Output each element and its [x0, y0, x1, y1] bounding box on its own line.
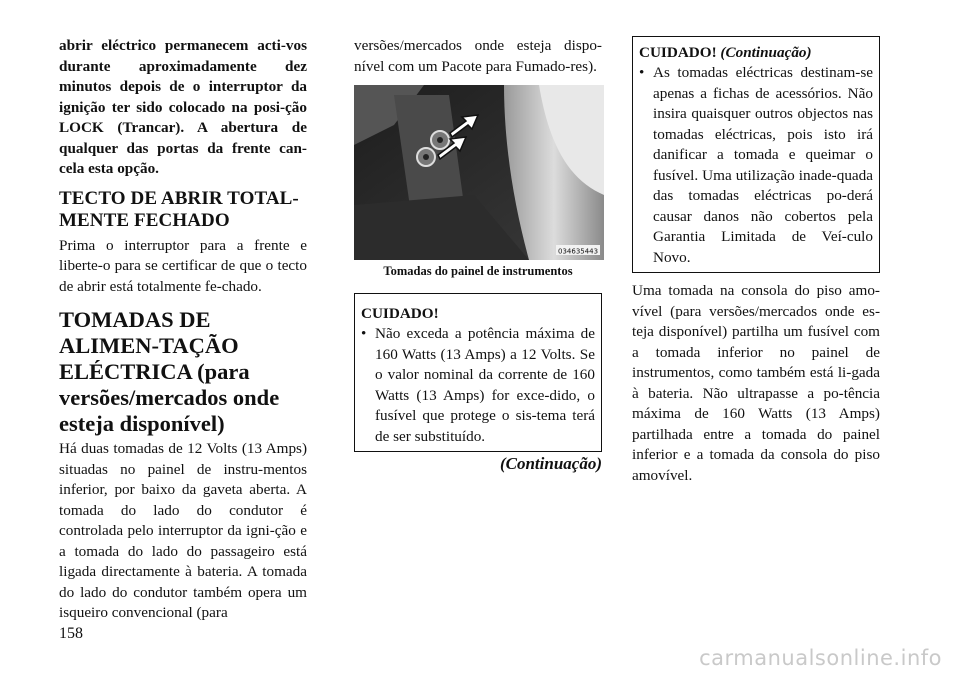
caution-box-continued	[632, 36, 880, 273]
caution-title: CUIDADO!	[361, 305, 439, 322]
page-number: 158	[59, 625, 83, 642]
caution-box	[354, 293, 602, 452]
smoker-package-paragraph: versões/mercados onde esteja dispo-nível com um Pacote para Fumado-res).	[354, 37, 602, 75]
bullet-icon: •	[639, 64, 645, 81]
instrument-panel-outlets-photo	[354, 85, 604, 260]
console-outlet-paragraph: Uma tomada na consola do piso amo-vível (para versões/mercados onde es-teja disponível) partilha um fusível com a tomada inferior no painel de instrumentos, como também está li-gada à bateria. Não ultrapasse a po-tência máxima de 160 Watts (13 Amps) partilhada entre a tomada do painel inferior e a tomada da consola do piso amovível.	[632, 282, 880, 484]
continued-label: (Continuação)	[499, 454, 602, 473]
column-right	[632, 36, 880, 486]
sunroof-paragraph: Prima o interruptor para a frente e liberte-o para se certificar de que o tecto de abrir está totalmente fe-chado.	[59, 236, 307, 295]
caution-bullet-text: Não exceda a potência máxima de 160 Watts (13 Amps) a 12 Volts. Se o valor nominal da corrente de 160 Watts (13 Amps) for exce-dido, o fusível que protege o sis-tema terá de ser substituído.	[375, 325, 595, 445]
watermark: carmanualsonline.info	[699, 646, 942, 670]
column-middle	[354, 36, 602, 474]
caution-bullet	[361, 324, 595, 447]
caution-title-text: CUIDADO!	[639, 44, 717, 61]
photo-code: 034635443	[558, 247, 599, 256]
intro-paragraph: abrir eléctrico permanecem acti-vos durante aproximadamente dez minutos depois de o interruptor da ignição ter sido colocado na posi-ção LOCK (Trancar). A abertura de qualquer das portas da frente can-cela esta opção.	[59, 37, 307, 177]
sunroof-heading: TECTO DE ABRIR TOTAL-MENTE FECHADO	[59, 187, 299, 231]
caution-bullet-continued-text: As tomadas eléctricas destinam-se apenas a fichas de acessórios. Não insira quaisquer outros objectos nas tomadas eléctricas, pois isto irá danificar a tomada e queimar o fusível. Uma utilização inade-quada das tomadas eléctricas po-derá causar danos não cobertos pela Garantia Limitada de Veí-culo Novo.	[653, 64, 873, 266]
caution-bullet-continued	[639, 63, 873, 268]
power-outlets-paragraph: Há duas tomadas de 12 Volts (13 Amps) situadas no painel de instru-mentos inferior, por baixo da gaveta aberta. A tomada do lado do condutor é controlada pelo interruptor da igni-ção e a tomada do lado do passageiro está ligada directamente à bateria. A tomada do lado do condutor também opera um isqueiro convencional (para	[59, 440, 307, 621]
caution-continued-label: (Continuação)	[720, 44, 812, 61]
column-left	[59, 36, 307, 624]
outlets-illustration	[354, 85, 604, 260]
photo-caption: Tomadas do painel de instrumentos	[383, 264, 573, 278]
power-outlets-heading: TOMADAS DE ALIMEN-TAÇÃO ELÉCTRICA (para versões/mercados onde esteja disponível)	[59, 307, 280, 436]
caution-title-continued	[639, 43, 873, 63]
bullet-icon: •	[361, 325, 367, 342]
